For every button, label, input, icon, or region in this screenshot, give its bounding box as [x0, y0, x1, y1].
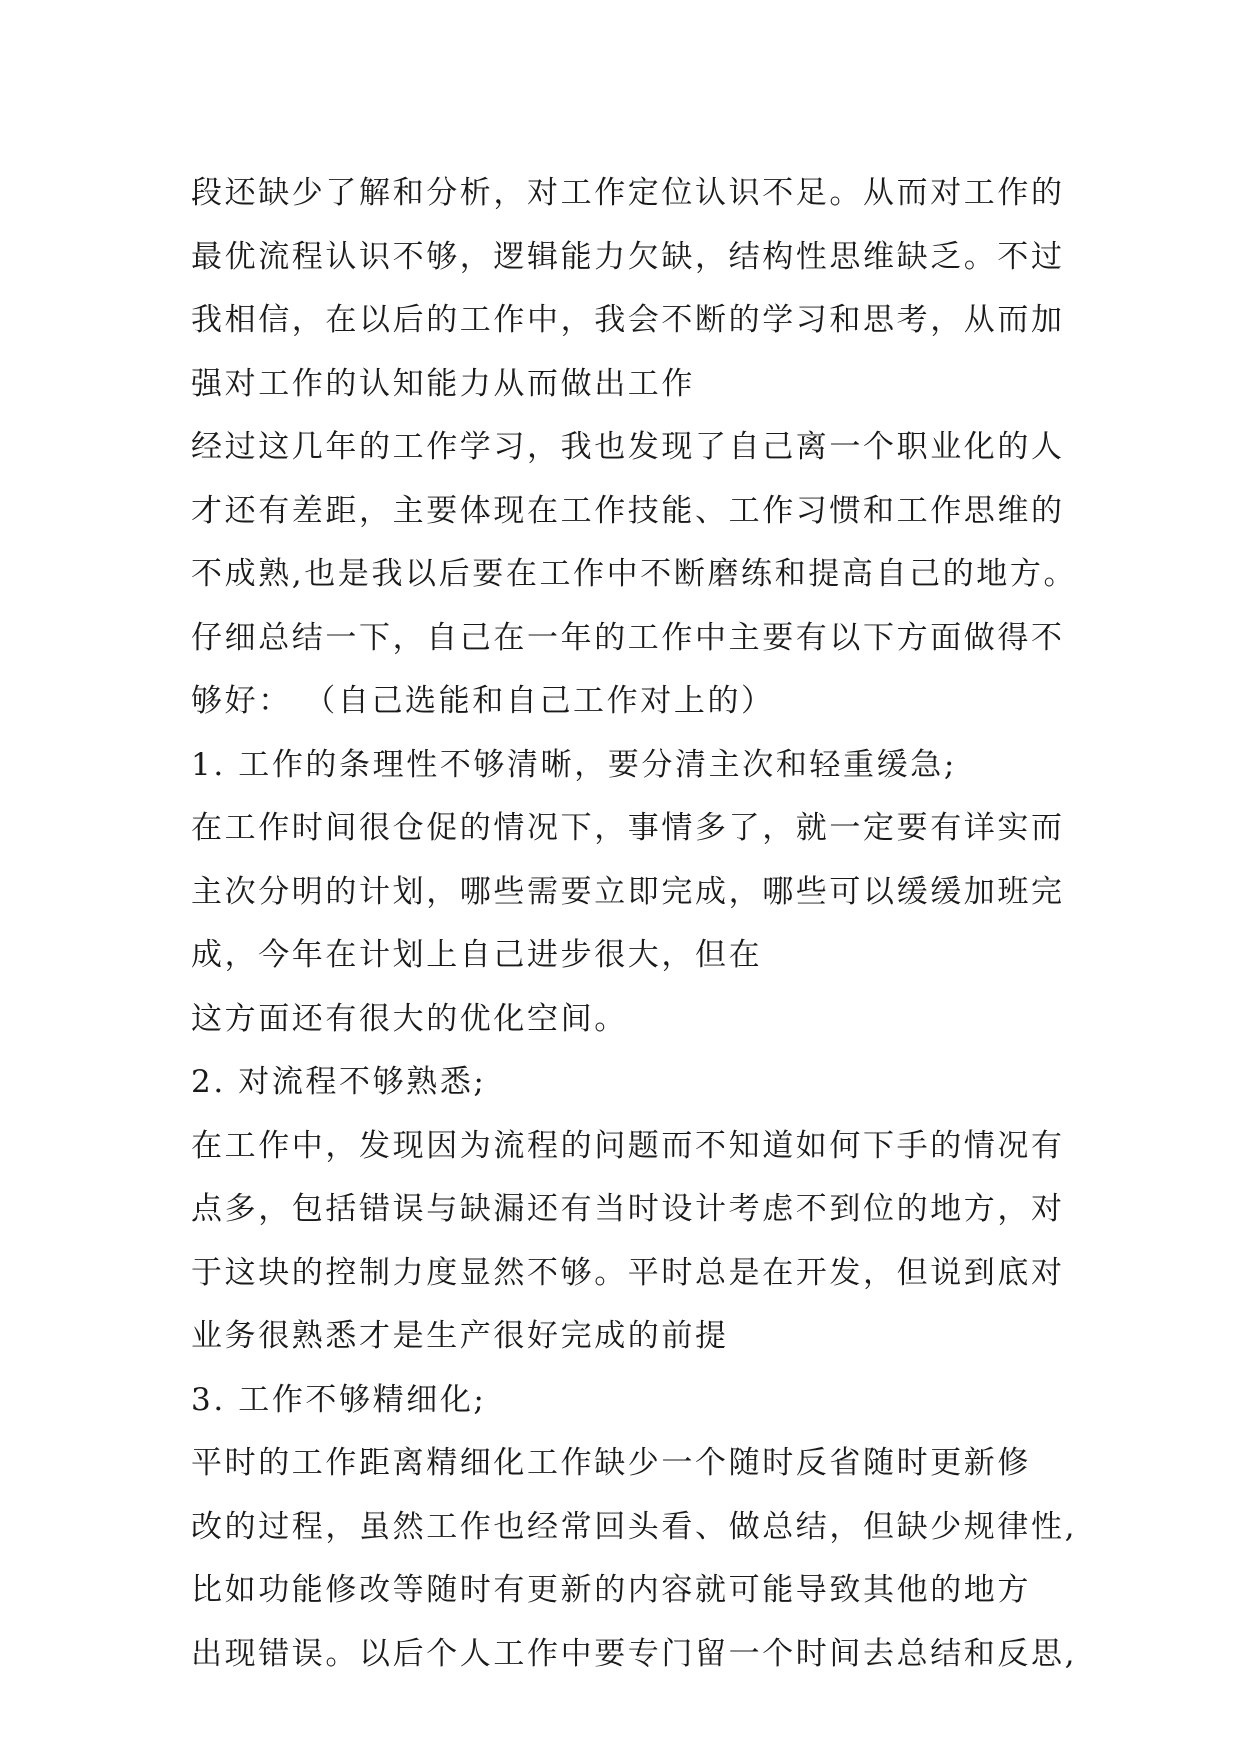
text-line: 于这块的控制力度显然不够。平时总是在开发，但说到底对 [191, 1254, 1065, 1291]
text-line: 点多，包括错误与缺漏还有当时设计考虑不到位的地方，对 [191, 1191, 1065, 1227]
list-item-heading: 3. 工作不够精细化; [191, 1381, 487, 1418]
text-line: 我相信，在以后的工作中，我会不断的学习和思考，从而加 [191, 302, 1065, 338]
document-body [191, 162, 1078, 1686]
list-item-heading: 2. 对流程不够熟悉; [191, 1064, 487, 1100]
text-line: 才还有差距，主要体现在工作技能、工作习惯和工作思维的 [191, 492, 1065, 529]
text-line: 主次分明的计划，哪些需要立即完成，哪些可以缓缓加班完 [191, 873, 1065, 910]
text-line: 在工作中，发现因为流程的问题而不知道如何下手的情况有 [191, 1127, 1065, 1164]
text-line: 业务很熟悉才是生产很好完成的前提 [191, 1318, 729, 1354]
text-line: 最优流程认识不够，逻辑能力欠缺，结构性思维缺乏。不过 [191, 238, 1065, 275]
text-line: 在工作时间很仓促的情况下，事情多了，就一定要有详实而 [191, 810, 1065, 846]
text-line: 这方面还有很大的优化空间。 [191, 1000, 628, 1037]
text-line: 不成熟,也是我以后要在工作中不断磨练和提高自己的地方。 [191, 556, 1078, 592]
text-line: 经过这几年的工作学习，我也发现了自己离一个职业化的人 [191, 429, 1065, 465]
text-line: 成，今年在计划上自己进步很大，但在 [191, 937, 763, 973]
text-line: 比如功能修改等随时有更新的内容就可能导致其他的地方 [191, 1572, 1031, 1608]
text-line: 仔细总结一下，自己在一年的工作中主要有以下方面做得不 [191, 619, 1065, 656]
text-line: 出现错误。以后个人工作中要专门留一个时间去总结和反思, [191, 1635, 1078, 1672]
text-line: 够好： （自己选能和自己工作对上的） [191, 683, 775, 719]
list-item-heading: 1. 工作的条理性不够清晰，要分清主次和轻重缓急; [191, 746, 957, 783]
text-line: 段还缺少了解和分析，对工作定位认识不足。从而对工作的 [191, 175, 1065, 211]
text-line: 强对工作的认知能力从而做出工作 [191, 365, 695, 402]
text-line: 平时的工作距离精细化工作缺少一个随时反省随时更新修 [191, 1445, 1031, 1481]
text-line: 改的过程，虽然工作也经常回头看、做总结，但缺少规律性, [191, 1508, 1078, 1545]
